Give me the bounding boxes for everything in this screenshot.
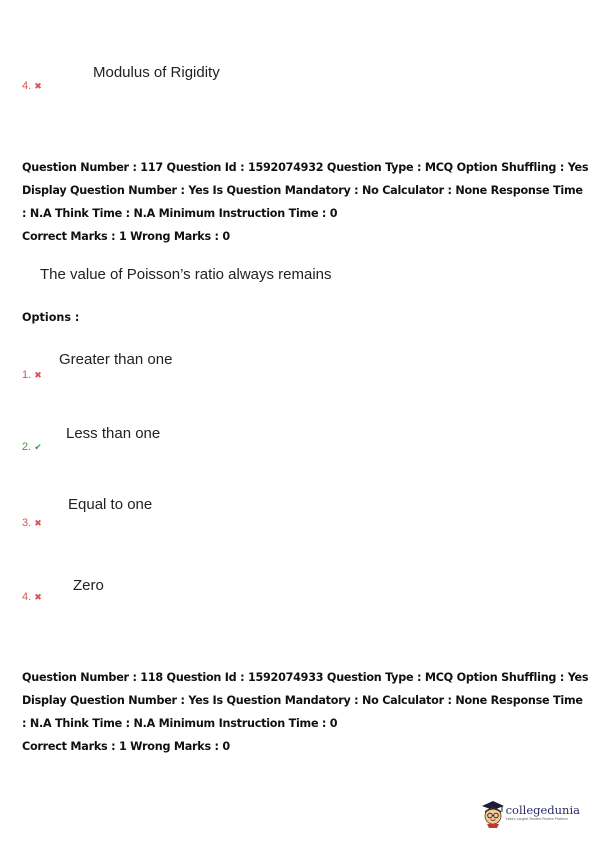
meta-line: : N.A Think Time : N.A Minimum Instruction Time : 0 bbox=[22, 207, 338, 220]
meta-line: Question Number : 118 Question Id : 1592074933 Question Type : MCQ Option Shuffling : Yes bbox=[22, 671, 589, 684]
meta-line: Question Number : 117 Question Id : 1592074932 Question Type : MCQ Option Shuffling : Yes bbox=[22, 161, 589, 174]
logo-tagline: India's Largest Student Review Platform bbox=[505, 817, 568, 821]
options-label: Options : bbox=[22, 311, 80, 324]
marks-line: Correct Marks : 1 Wrong Marks : 0 bbox=[22, 230, 230, 243]
question-meta bbox=[22, 156, 589, 248]
option-number: 1. ✖ bbox=[22, 369, 42, 381]
option-text: Greater than one bbox=[59, 351, 173, 368]
student-mascot-icon bbox=[480, 798, 506, 828]
collegedunia-logo bbox=[480, 798, 580, 828]
option-number: 4. ✖ bbox=[22, 591, 42, 603]
option-text: Zero bbox=[73, 577, 104, 594]
option-text: Less than one bbox=[66, 425, 161, 442]
wrong-mark-icon: ✖ bbox=[34, 81, 42, 91]
option-number: 2. ✔ bbox=[22, 441, 42, 453]
meta-line: Display Question Number : Yes Is Question Mandatory : No Calculator : None Response Time bbox=[22, 184, 583, 197]
meta-line: : N.A Think Time : N.A Minimum Instruction Time : 0 bbox=[22, 717, 338, 730]
option-number: 4. ✖ bbox=[22, 80, 42, 92]
correct-check-icon: ✔ bbox=[34, 442, 42, 452]
meta-line: Display Question Number : Yes Is Question Mandatory : No Calculator : None Response Time bbox=[22, 694, 583, 707]
question-text: The value of Poisson’s ratio always remains bbox=[40, 266, 332, 283]
question-meta bbox=[22, 666, 589, 758]
wrong-mark-icon: ✖ bbox=[34, 592, 42, 602]
wrong-mark-icon: ✖ bbox=[34, 370, 42, 380]
option-text: Modulus of Rigidity bbox=[93, 64, 220, 81]
logo-name: collegedunia bbox=[505, 803, 580, 817]
option-number: 3. ✖ bbox=[22, 517, 42, 529]
option-text: Equal to one bbox=[68, 496, 153, 513]
marks-line: Correct Marks : 1 Wrong Marks : 0 bbox=[22, 740, 230, 753]
wrong-mark-icon: ✖ bbox=[34, 518, 42, 528]
